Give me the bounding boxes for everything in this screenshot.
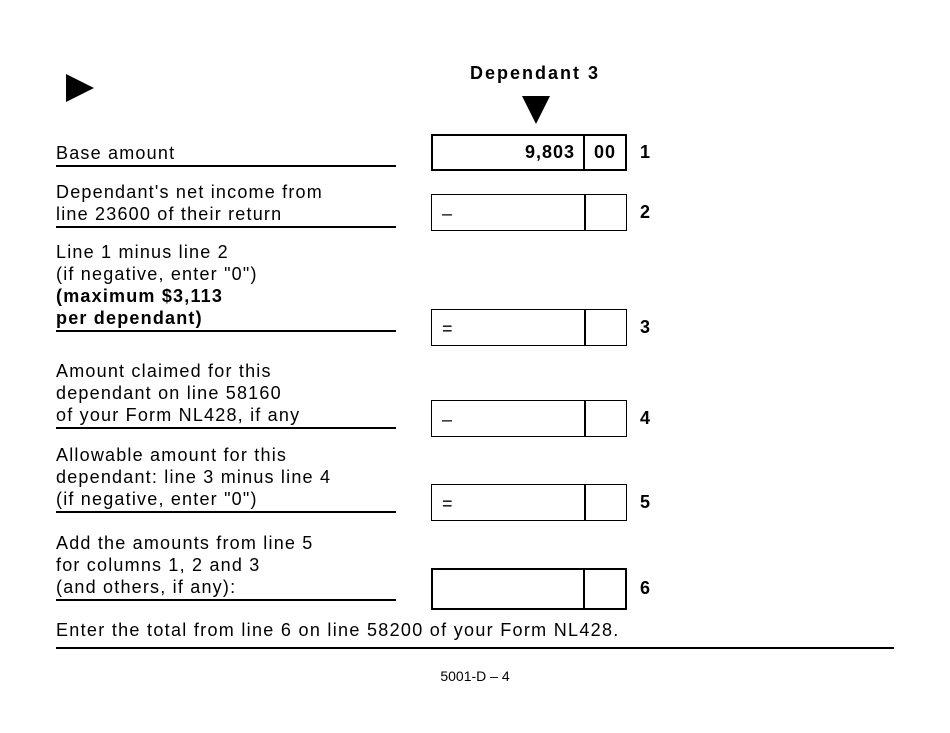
line-4-description: Amount claimed for this dependant on line 58160 of your Form NL428, if any — [56, 360, 396, 429]
line-4-field[interactable] — [431, 400, 627, 437]
minus-sign: – — [442, 203, 454, 224]
line-1-description: Base amount — [56, 142, 396, 167]
line-4-number: 4 — [640, 408, 651, 428]
line-3-cents[interactable] — [586, 310, 626, 345]
line-3-description: Line 1 minus line 2 (if negative, enter "0") (maximum $3,113 per dependant) — [56, 241, 396, 332]
down-arrow-icon — [522, 96, 550, 124]
column-title: Dependant 3 — [469, 63, 601, 83]
line-3-number: 3 — [640, 317, 651, 337]
right-arrow-icon — [66, 74, 94, 102]
line-4-cents[interactable] — [586, 401, 626, 436]
line-6-cents[interactable] — [585, 570, 625, 608]
line-2-amount[interactable] — [432, 195, 586, 230]
line-1-amount[interactable]: 9,803 — [433, 136, 585, 169]
line-5-cents[interactable] — [586, 485, 626, 520]
line-6-description: Add the amounts from line 5 for columns 1, 2 and 3 (and others, if any): — [56, 532, 396, 601]
line-5-number: 5 — [640, 492, 651, 512]
line-2-number: 2 — [640, 202, 651, 222]
line-2-cents[interactable] — [586, 195, 626, 230]
line-3-amount[interactable] — [432, 310, 586, 345]
line-1-number: 1 — [640, 142, 651, 162]
line-1-field[interactable] — [431, 134, 627, 171]
line-2-field[interactable] — [431, 194, 627, 231]
line-6-number: 6 — [640, 578, 651, 598]
line-5-field[interactable] — [431, 484, 627, 521]
equals-sign: = — [442, 493, 454, 514]
line-4-amount[interactable] — [432, 401, 586, 436]
equals-sign: = — [442, 318, 454, 339]
line-1-cents[interactable]: 00 — [593, 142, 617, 162]
line-5-description: Allowable amount for this dependant: line 3 minus line 4 (if negative, enter "0") — [56, 444, 396, 513]
footer-instruction: Enter the total from line 6 on line 58200 of your Form NL428. — [56, 620, 894, 649]
line-6-amount[interactable] — [433, 570, 585, 608]
line-2-description: Dependant's net income from line 23600 of their return — [56, 181, 396, 228]
line-5-amount[interactable] — [432, 485, 586, 520]
line-3-field[interactable] — [431, 309, 627, 346]
minus-sign: – — [442, 409, 454, 430]
line-6-field[interactable] — [431, 568, 627, 610]
page-number: 5001-D – 4 — [440, 668, 510, 684]
